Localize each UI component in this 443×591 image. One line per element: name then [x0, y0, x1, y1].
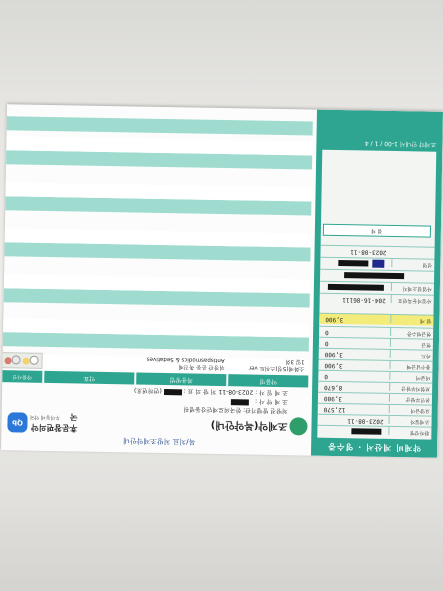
receipt-row: [318, 381, 432, 394]
receipt-panel: [311, 110, 443, 458]
receipt-label: 성명: [391, 259, 432, 268]
redaction-bar: [328, 284, 384, 291]
date-line: [134, 385, 288, 397]
pill-icon: [12, 355, 21, 364]
redaction-bar: [338, 260, 368, 267]
pill-icon: [30, 356, 39, 365]
patient-label: 조 제 약 사 :: [255, 397, 288, 406]
app-logo-name: 후문참편의약국: [30, 412, 78, 433]
prescriber-label: 처 방 의 료 :: [183, 387, 217, 395]
date-label: 조 제 일 자 :: [255, 388, 289, 397]
receipt-value: 3,900: [324, 350, 343, 359]
app-logo-tagline: 우리동네 약국: [29, 413, 61, 421]
receipt-label: 비급여: [389, 372, 430, 381]
pill-image: [1, 352, 43, 369]
receipt-row: [317, 425, 431, 438]
pharmacy-logo-icon: [289, 417, 307, 435]
receipt-value: 0: [324, 339, 329, 347]
app-logo-badge: Qb: [7, 412, 27, 432]
receipt-row: [318, 370, 432, 383]
redaction-bar: [344, 272, 404, 279]
column-header: 약품명: [228, 374, 308, 387]
receipt-row: [318, 359, 432, 372]
receipt-label: 현금: [390, 339, 431, 348]
issuer-line: 처방전 발행기관: 한국의료재단강동병원: [183, 405, 288, 415]
drug-effect: 위장관 운동 촉진제: [178, 363, 225, 371]
receipt-label: 사업자등록번호: [391, 295, 432, 304]
receipt-label: 현금영수증: [390, 328, 431, 337]
receipt-row: [320, 293, 434, 306]
receipt-row: [320, 269, 434, 282]
pharmacy-form: [1, 104, 443, 458]
business-number: 204-16-86111: [342, 296, 386, 304]
receipt-value: 3,900: [324, 361, 343, 370]
drug-name: 소화제(5정)스위트 ver: [248, 364, 305, 372]
receipt-row: [318, 392, 432, 405]
column-header: 약품사진: [2, 370, 42, 383]
receipt-label: 환자성명: [388, 427, 429, 436]
drug-table: [2, 112, 313, 387]
prescriber-suffix: (면허번호): [133, 386, 162, 394]
receipt-total-value: 3,900: [325, 315, 344, 324]
receipt-row: [318, 403, 432, 416]
date-value: 2023-08-11: [218, 387, 254, 396]
pill-icon: [23, 358, 30, 365]
guide-top-line: 복/치료 처방조제약안내: [123, 436, 196, 446]
patient-line: [231, 396, 288, 406]
redaction-bar: [351, 428, 381, 435]
receipt-value: 12,570: [323, 405, 346, 414]
column-header: 약효: [44, 371, 134, 385]
receipt-row: [320, 281, 434, 294]
app-logo: [7, 394, 78, 435]
pill-icon: [5, 357, 12, 364]
blue-stamp: [372, 260, 384, 268]
redaction-bar: [231, 399, 249, 405]
prescription-guide: [1, 104, 313, 455]
receipt-row: [318, 414, 432, 427]
receipt-value: 8,670: [324, 383, 343, 392]
receipt-label: 조제일자: [389, 416, 430, 425]
receipt-value: 0: [324, 372, 329, 380]
pay-label: 결 제: [323, 224, 431, 238]
receipt-total-row: [319, 313, 433, 326]
receipt-label: 카드: [390, 350, 431, 359]
receipt-title: 약제비 계산서 · 영수증: [327, 441, 422, 453]
receipt-row: [320, 257, 434, 270]
receipt-row: [319, 326, 433, 339]
column-header: 복용방법: [136, 373, 226, 387]
receipt-row: [320, 245, 434, 258]
receipt-label: 총수납금액: [389, 361, 430, 370]
receipt-row: [319, 337, 433, 350]
receipt-value: 3,900: [323, 394, 343, 403]
receipt-label: 본인부담금: [389, 394, 430, 403]
receipt-table: [317, 150, 436, 440]
drug-dose: 1일 3회: [285, 358, 305, 365]
receipt-label: 보험자부담금: [389, 383, 430, 392]
receipt-value: 0: [325, 328, 329, 336]
redaction-bar: [164, 389, 182, 395]
drug-english: Antispasmodics & Sedatives: [146, 355, 225, 364]
receipt-row: [319, 348, 433, 361]
receipt-sheet: [1, 104, 443, 458]
receipt-label: 요양급여: [389, 405, 430, 414]
table-row: [7, 116, 313, 135]
receipt-label: 사업장소재지: [391, 283, 432, 292]
issue-date: 2023-08-11: [350, 248, 387, 256]
receipt-footer: 조제약 안내서 1-00 / 1 / 4: [364, 139, 437, 148]
pharmacy-name: 조제약(복약안내): [210, 418, 288, 432]
receipt-value: 2023-08-11: [347, 417, 384, 425]
receipt-total-label: 합 계: [390, 315, 431, 324]
